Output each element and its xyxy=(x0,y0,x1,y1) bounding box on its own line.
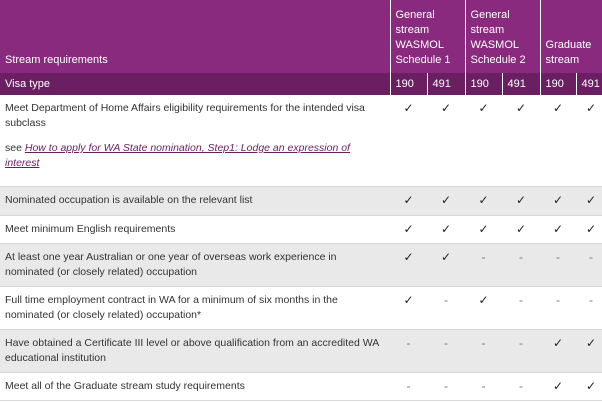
check-icon: ✓ xyxy=(586,192,597,207)
subclass-label: 491 xyxy=(576,73,602,95)
mark-cell xyxy=(427,186,465,215)
subclass-label: 190 xyxy=(390,73,427,95)
table-row xyxy=(0,95,602,186)
mark-cell xyxy=(576,186,602,215)
mark-cell xyxy=(502,95,540,186)
mark-cell xyxy=(576,95,602,186)
mark-cell xyxy=(427,243,465,286)
dash-mark: - xyxy=(519,249,524,264)
check-icon: ✓ xyxy=(440,221,452,236)
header-schedule-2: General stream WASMOL Schedule 2 xyxy=(465,0,540,73)
mark-cell xyxy=(465,286,502,329)
header-schedule-1: General stream WASMOL Schedule 1 xyxy=(390,0,465,73)
mark-cell xyxy=(540,243,576,286)
check-icon: ✓ xyxy=(515,221,527,236)
check-icon: ✓ xyxy=(515,101,527,115)
mark-cell xyxy=(427,286,465,329)
dash-mark: - xyxy=(444,335,448,350)
mark-cell xyxy=(502,372,540,400)
mark-cell xyxy=(576,215,602,243)
subclass-label: 491 xyxy=(427,73,465,95)
dash-mark: - xyxy=(481,249,486,264)
mark-cell xyxy=(502,286,540,329)
dash-mark: - xyxy=(444,378,448,393)
header-stream-requirements: Stream requirements xyxy=(0,0,390,73)
requirement-cell xyxy=(0,95,390,186)
mark-cell xyxy=(502,243,540,286)
check-icon: ✓ xyxy=(553,378,564,393)
subclass-label: 190 xyxy=(540,73,576,95)
mark-cell xyxy=(540,95,576,186)
dash-mark: - xyxy=(481,378,486,393)
check-icon: ✓ xyxy=(586,335,597,350)
check-icon: ✓ xyxy=(403,101,414,115)
mark-cell xyxy=(390,186,427,215)
mark-cell xyxy=(576,372,602,400)
mark-cell xyxy=(465,329,502,372)
mark-cell xyxy=(390,243,427,286)
dash-mark: - xyxy=(589,292,594,307)
check-icon: ✓ xyxy=(403,221,414,236)
mark-cell xyxy=(540,329,576,372)
mark-cell xyxy=(540,286,576,329)
check-icon: ✓ xyxy=(403,292,414,307)
mark-cell xyxy=(576,329,602,372)
table-row xyxy=(0,186,602,215)
mark-cell xyxy=(465,243,502,286)
requirement-text: Meet Department of Home Affairs eligibility requirements for the intended visa subclass xyxy=(5,102,365,129)
subclass-label: 491 xyxy=(502,73,540,95)
dash-mark: - xyxy=(519,292,524,307)
mark-cell xyxy=(465,372,502,400)
mark-cell xyxy=(427,215,465,243)
mark-cell xyxy=(502,329,540,372)
check-icon: ✓ xyxy=(440,101,452,115)
check-icon: ✓ xyxy=(586,101,597,115)
mark-cell xyxy=(465,215,502,243)
check-icon: ✓ xyxy=(586,221,597,236)
mark-cell xyxy=(576,243,602,286)
header-graduate: Graduate stream xyxy=(540,0,602,73)
see-prefix: see xyxy=(5,142,25,154)
dash-mark: - xyxy=(444,292,448,307)
mark-cell xyxy=(465,186,502,215)
requirement-cell: Meet minimum English requirements xyxy=(0,215,390,243)
check-icon: ✓ xyxy=(440,249,452,264)
requirement-cell: Full time employment contract in WA for a minimum of six months in the nominated (or closely related) occupation* xyxy=(0,286,390,329)
check-icon: ✓ xyxy=(478,221,489,236)
mark-cell xyxy=(465,95,502,186)
mark-cell xyxy=(427,372,465,400)
how-to-apply-link[interactable]: How to apply for WA State nomination, Step1: Lodge an expression of interest xyxy=(5,142,350,169)
mark-cell xyxy=(390,95,427,186)
check-icon: ✓ xyxy=(553,221,564,236)
check-icon: ✓ xyxy=(515,192,527,207)
dash-mark: - xyxy=(519,335,524,350)
check-icon: ✓ xyxy=(478,292,489,307)
mark-cell xyxy=(502,215,540,243)
mark-cell xyxy=(390,372,427,400)
check-icon: ✓ xyxy=(403,192,414,207)
header-visa-type: Visa type xyxy=(0,73,390,95)
dash-mark: - xyxy=(556,292,561,307)
mark-cell xyxy=(390,329,427,372)
requirement-cell: At least one year Australian or one year of overseas work experience in nominated (or closely related) occupation xyxy=(0,243,390,286)
check-icon: ✓ xyxy=(478,192,489,207)
check-icon: ✓ xyxy=(553,335,564,350)
mark-cell xyxy=(390,286,427,329)
mark-cell xyxy=(427,95,465,186)
check-icon: ✓ xyxy=(553,101,564,115)
mark-cell xyxy=(540,372,576,400)
mark-cell xyxy=(540,186,576,215)
subclass-label: 190 xyxy=(465,73,502,95)
mark-cell xyxy=(576,286,602,329)
check-icon: ✓ xyxy=(586,378,597,393)
dash-mark: - xyxy=(589,249,594,264)
table-row xyxy=(0,329,602,372)
dash-mark: - xyxy=(556,249,561,264)
dash-mark: - xyxy=(406,335,411,350)
requirement-cell: Have obtained a Certificate III level or above qualification from an accredited WA educational institution xyxy=(0,329,390,372)
requirement-cell: Nominated occupation is available on the relevant list xyxy=(0,186,390,215)
check-icon: ✓ xyxy=(440,192,452,207)
requirement-cell: Meet all of the Graduate stream study requirements xyxy=(0,372,390,400)
check-icon: ✓ xyxy=(403,249,414,264)
dash-mark: - xyxy=(519,378,524,393)
dash-mark: - xyxy=(481,335,486,350)
table-row xyxy=(0,243,602,286)
check-icon: ✓ xyxy=(553,192,564,207)
mark-cell xyxy=(540,215,576,243)
check-icon: ✓ xyxy=(478,101,489,115)
table-row xyxy=(0,372,602,400)
dash-mark: - xyxy=(406,378,411,393)
see-note xyxy=(5,141,385,171)
mark-cell xyxy=(427,329,465,372)
mark-cell xyxy=(390,215,427,243)
mark-cell xyxy=(502,186,540,215)
table-row xyxy=(0,286,602,329)
table-row xyxy=(0,215,602,243)
